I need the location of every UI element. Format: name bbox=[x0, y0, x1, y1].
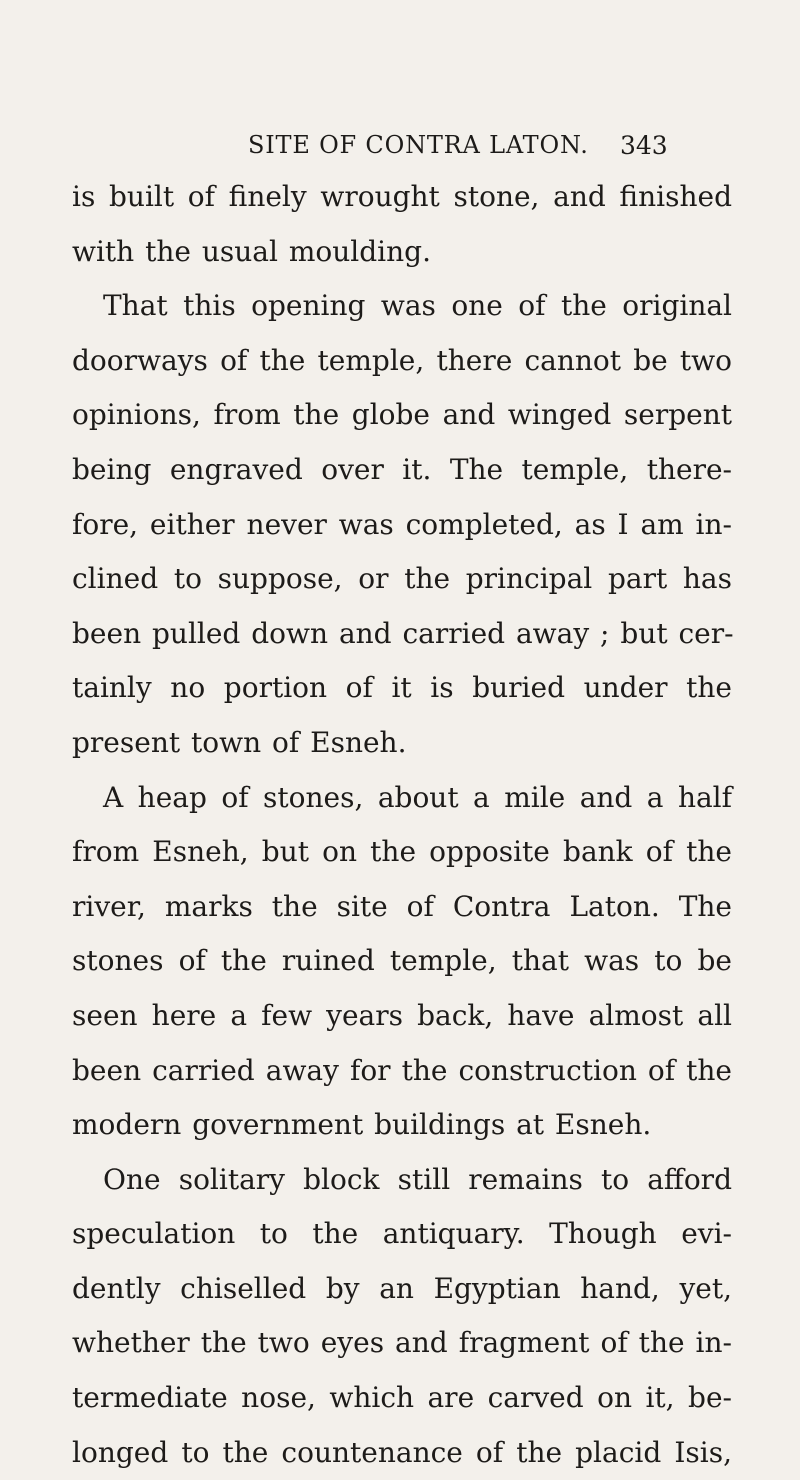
running-head bbox=[0, 127, 800, 167]
text-line: being engraved over it. The temple, there- bbox=[72, 452, 732, 486]
text-line: modern government buildings at Esneh. bbox=[72, 1108, 652, 1142]
text-line: tainly no portion of it is buried under the bbox=[72, 671, 732, 705]
running-title: SITE OF CONTRA LATON. bbox=[248, 131, 589, 159]
paragraph-first-line: One solitary block still remains to afford bbox=[103, 1162, 732, 1196]
text-line: opinions, from the globe and winged serpent bbox=[72, 398, 732, 432]
text-line: termediate nose, which are carved on it, be- bbox=[72, 1381, 732, 1415]
text-line: seen here a few years back, have almost all bbox=[72, 998, 732, 1032]
text-line: with the usual moulding. bbox=[72, 234, 431, 268]
paragraph-first-line: That this opening was one of the original bbox=[103, 289, 732, 323]
text-line: speculation to the antiquary. Though evi- bbox=[72, 1217, 732, 1251]
text-line: whether the two eyes and fragment of the in- bbox=[72, 1326, 732, 1360]
text-line: dently chiselled by an Egyptian hand, yet, bbox=[72, 1271, 732, 1305]
text-line: doorways of the temple, there cannot be two bbox=[72, 343, 732, 377]
text-line: fore, either never was completed, as I am in- bbox=[72, 507, 732, 541]
text-line: present town of Esneh. bbox=[72, 725, 407, 759]
text-line: been pulled down and carried away ; but cer- bbox=[72, 616, 734, 650]
page-number: 343 bbox=[620, 131, 668, 160]
text-line: been carried away for the construction of the bbox=[72, 1053, 732, 1087]
text-line: clined to suppose, or the principal part has bbox=[72, 562, 732, 596]
paragraph-first-line: A heap of stones, about a mile and a half bbox=[103, 780, 732, 814]
text-line: from Esneh, but on the opposite bank of the bbox=[72, 835, 732, 869]
text-line: river, marks the site of Contra Laton. The bbox=[72, 889, 732, 923]
text-line: is built of finely wrought stone, and finished bbox=[72, 180, 732, 213]
text-line: longed to the countenance of the placid Isis, bbox=[72, 1435, 732, 1469]
text-line: stones of the ruined temple, that was to be bbox=[72, 944, 732, 978]
body-text bbox=[72, 170, 732, 1480]
